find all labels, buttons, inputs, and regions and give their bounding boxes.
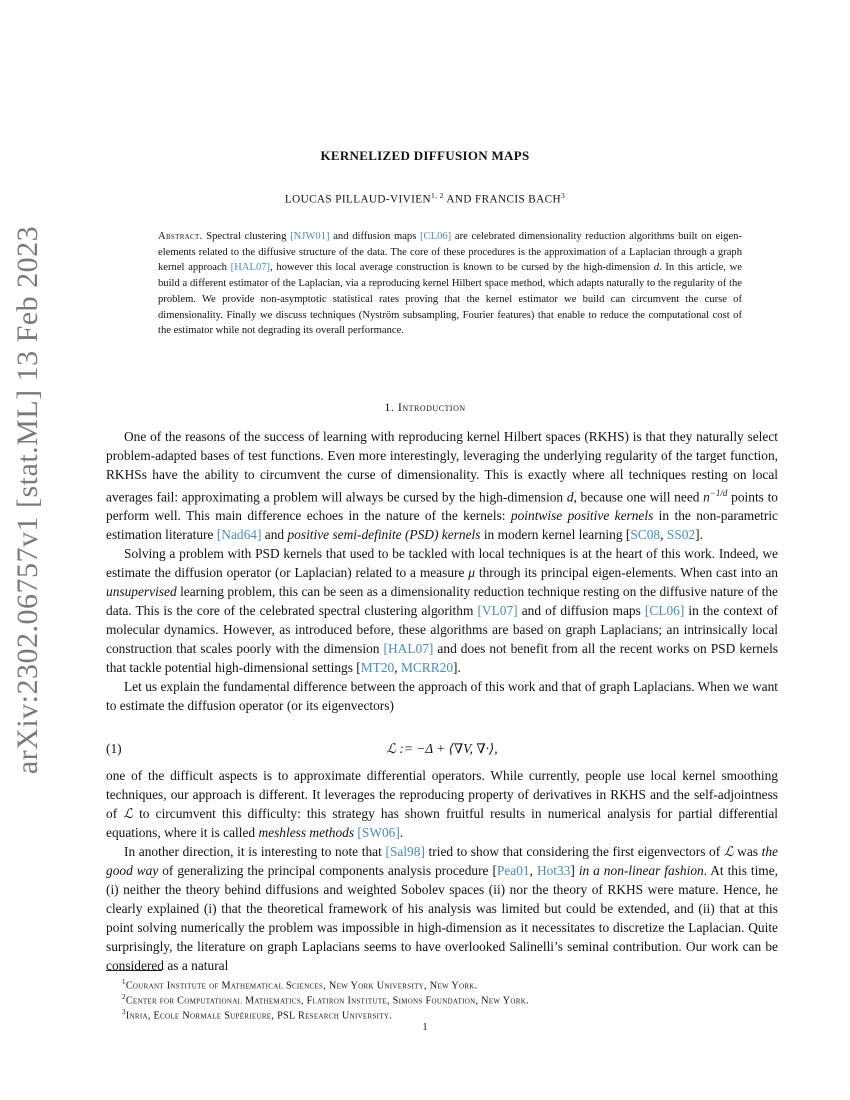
abstract-text: and diffusion maps [329,231,421,242]
text: . [399,825,404,840]
footnote-marker: 3 [122,1008,126,1016]
text: . At this time, (i) neither the theory behind diffusions and weighted Sobolev spaces (ii) nor the theory of RKHS were mature. Hence, he clearly explained (i) that the theoretical framework of his analysis was limited but could be extended, and (ii) that at this point solving numerically the problem was impossible in high-dimension as it necessitates to discretize the Laplacian. Quite surprisingly, the literature on graph Laplacians seems to have overlooked Salinelli’s seminal contribution. Our work can be considered as a natural [106,863,779,973]
citation-link[interactable]: SS02 [666,527,696,543]
citation-link[interactable]: SC08 [630,527,661,543]
text: , [660,527,667,543]
math-symbol: d [566,489,574,505]
text: tried to show that considering the first eigenvectors of [424,844,724,859]
citation-link[interactable]: Hot33 [536,863,571,878]
paragraph-1 [106,427,778,544]
section-number: 1. [384,400,398,414]
text: ]. [695,527,703,543]
text: was [733,844,762,859]
emphasis: the good way [106,844,778,878]
text: one of the difficult aspects is to approximate differential operators. While currently, people use local kernel smoothing techniques, our approach is different. It leverages the reproducing property of derivatives in RKHS and the self-adjointness of [106,768,778,821]
citation-link[interactable]: Pea01 [496,863,530,878]
math-exponent: −1/d [709,488,728,498]
footnote-rule [106,970,162,971]
authors-line [0,191,850,206]
text: in the context of molecular dynamics. However, as introduced before, these algorithms are based on graph Laplacians; an intrinsically local construction that scales poorly with the dimension [106,603,779,657]
paragraph-4 [106,766,778,842]
citation-link[interactable]: [SW06] [357,825,400,840]
text: points to perform well. This main difference echoes in the nature of the kernels: [106,489,778,524]
citation-link[interactable]: [HAL07] [230,262,271,274]
abstract-text: are celebrated dimensionality reduction algorithms built on eigen-elements related to the diffusive structure of the data. The core of these procedures is the approximation of a Laplacian through a graph kernel approach [158,231,742,274]
page-number: 1 [422,1022,428,1033]
citation-link[interactable]: [HAL07] [383,641,434,657]
text: through its principal eigen-elements. When cast into an [475,565,778,581]
paragraph-5 [106,842,778,975]
citation-link[interactable]: [Nad64] [216,527,262,543]
text: One of the reasons of the success of learning with reproducing kernel Hilbert spaces (RKHS) is that they naturally select problem-adapted bases of test functions. Even more interestingly, leveraging the underlying regularity of the target function, RKHSs have the ability to circumvent the curse of dimensionality. This is exactly where all techniques resting on local averages fail: approximating a problem will always be cursed by the high-dimension [106,429,778,505]
text: and [261,527,288,543]
arxiv-identifier: arXiv:2302.06757v1 [stat.ML] 13 Feb 2023 [11,225,44,775]
emphasis: meshless methods [258,825,355,840]
math-symbol: ℒ [123,806,133,821]
citation-link[interactable]: [Sal98] [385,844,425,859]
abstract [158,229,742,339]
body-text-top [106,427,778,715]
body-text-bottom [106,766,778,975]
text: and of diffusion maps [517,603,645,619]
citation-link[interactable]: MCRR20 [400,660,454,676]
text: in the non-parametric estimation literature [106,508,778,543]
text: In another direction, it is interesting to note that [124,844,386,859]
footnote-marker: 1 [122,978,126,986]
footnote-3 [122,1005,392,1023]
paragraph-2 [106,544,778,677]
author-2-affil: 3 [560,191,566,200]
footnote-marker: 2 [122,993,126,1001]
author-1: LOUCAS PILLAUD-VIVIEN [284,193,431,206]
paragraph-3 [106,677,778,715]
authors-and: AND [443,193,476,206]
section-heading [0,400,850,415]
equation-number: (1) [106,741,122,756]
text: Solving a problem with PSD kernels that used to be tackled with local techniques is at the heart of this work. Indeed, we estimate the diffusion operator (or Laplacian) related to a measure [106,546,778,581]
math-symbol: d [653,262,660,274]
abstract-label: Abstract. [158,231,203,242]
emphasis: in a non-linear fashion [578,863,704,878]
emphasis: positive semi-definite (PSD) kernels [287,527,481,543]
equation-1 [106,741,778,761]
text: Let us explain the fundamental difference between the approach of this work and that of graph Laplacians. When we want to estimate the diffusion operator (or its eigenvectors) [106,679,778,714]
section-title: Introduction [397,400,466,414]
footnote-text: Inria, Ecole Normale Supérieure, PSL Research University. [125,1010,393,1022]
citation-link[interactable]: MT20 [360,660,395,676]
emphasis: pointwise positive kernels [510,508,654,524]
text: learning problem, this can be seen as a dimensionality reduction technique resting on the diffusive nature of the data. This is the core of the celebrated spectral clustering algorithm [106,584,778,619]
footnote-text: Courant Institute of Mathematical Sciences, New York University, New York. [125,980,478,992]
abstract-text: Spectral clustering [202,231,291,242]
math-symbol: μ [468,565,476,581]
text: , [394,660,401,676]
author-1-affil: 1, 2 [430,191,444,200]
author-2: FRANCIS BACH [475,193,561,206]
paper-title: KERNELIZED DIFFUSION MAPS [320,148,530,163]
text: ] [570,863,579,878]
text: of generalizing the principal components analysis procedure [ [158,863,497,878]
text: to circumvent this difficulty: this strategy has shown fruitful results in numerical analysis for partial differential equations, where it is called [106,806,778,840]
text: , [529,863,537,878]
arxiv-sidebar [8,225,48,775]
text: and does not benefit from all the recent works on PSD kernels that tackle potential high-dimensional settings [ [106,641,778,676]
citation-link[interactable]: [VL07] [477,603,518,619]
equation-formula: ℒ := −Δ + ⟨∇V, ∇·⟩, [386,741,498,756]
text: , because one will need [573,489,704,505]
emphasis: unsupervised [106,584,177,600]
math-symbol: ℒ [723,844,734,859]
citation-link[interactable]: [NJW01] [290,231,330,242]
text: in modern kernel learning [ [480,527,631,543]
abstract-text: , however this local average construction is known to be cursed by the high-dimension [270,262,654,274]
abstract-text: . In this article, we build a different estimator of the Laplacian, via a reproducing kernel Hilbert space method, which adapts naturally to the regularity of the problem. We provide non-asymptotic statistical rates proving that the kernel estimator we build can circumvent the curse of dimensionality. Finally we discuss techniques (Nyström subsampling, Fourier features) that enable to reduce the computational cost of the estimator while not degrading its overall performance. [158,262,742,337]
text: ]. [453,660,461,676]
citation-link[interactable]: [CL06] [644,603,685,619]
footnote-text: Center for Computational Mathematics, Flatiron Institute, Simons Foundation, New York. [125,995,529,1007]
math-symbol: n [703,489,710,505]
citation-link[interactable]: [CL06] [420,231,452,242]
